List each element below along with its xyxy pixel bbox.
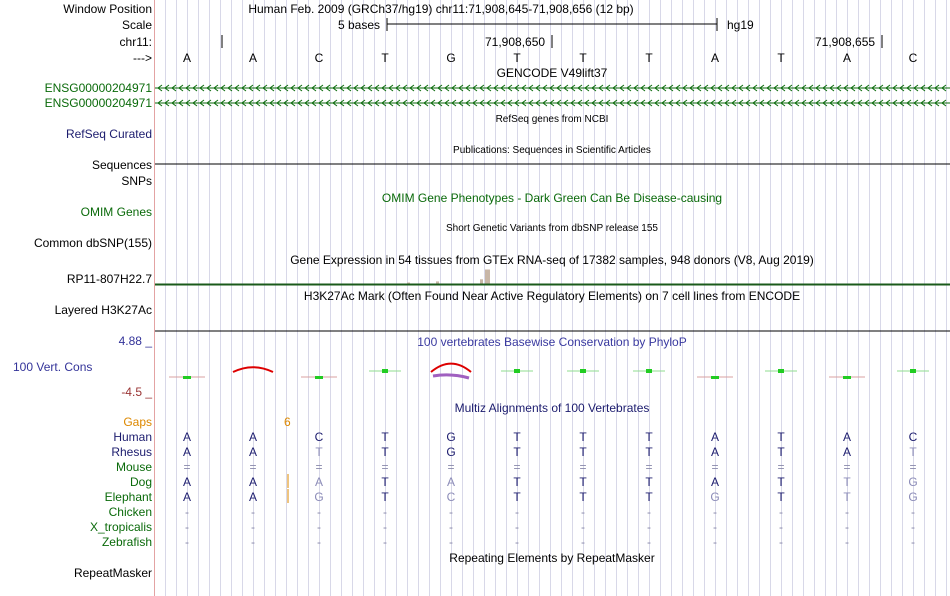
alignment-base: T — [579, 490, 587, 504]
coordinate-2: 71,908,655 — [815, 35, 876, 49]
alignment-base: T — [381, 430, 389, 444]
alignment-base: - — [317, 535, 321, 549]
alignment-base: - — [911, 520, 915, 534]
track-label-column — [0, 0, 154, 596]
alignment-base: A — [314, 475, 323, 489]
track-label-omim[interactable]: OMIM Genes — [80, 205, 152, 219]
window-position-text: Human Feb. 2009 (GRCh37/hg19) chr11:71,908,645-71,908,656 (12 bp) — [248, 2, 634, 16]
alignment-base: A — [842, 445, 851, 459]
alignment-base: T — [909, 445, 917, 459]
alignment-base: - — [449, 520, 453, 534]
track-label-common-dbsnp[interactable]: Common dbSNP(155) — [33, 236, 152, 250]
track-title-refseq: RefSeq genes from NCBI — [495, 114, 609, 125]
alignment-base: - — [185, 535, 189, 549]
alignment-base: A — [446, 475, 455, 489]
alignment-base: T — [381, 445, 389, 459]
alignment-base: - — [317, 505, 321, 519]
alignment-base: - — [779, 505, 783, 519]
reference-base: T — [381, 51, 389, 65]
alignment-base: - — [383, 535, 387, 549]
alignment-base: T — [513, 475, 521, 489]
track-label-h3k27ac[interactable]: Layered H3K27Ac — [54, 303, 152, 317]
reference-base: G — [446, 51, 456, 65]
reference-base: C — [908, 51, 918, 65]
species-label[interactable]: Human — [113, 430, 152, 444]
species-label[interactable]: Dog — [129, 475, 152, 489]
alignment-base: A — [182, 490, 191, 504]
alignment-base: - — [251, 535, 255, 549]
alignment-base: = — [315, 460, 323, 474]
alignment-base: T — [645, 430, 653, 444]
alignment-base: - — [911, 505, 915, 519]
alignment-base: G — [446, 445, 456, 459]
track-label-snps[interactable]: SNPs — [121, 174, 152, 188]
alignment-base: A — [710, 475, 719, 489]
alignment-base: T — [579, 445, 587, 459]
alignment-base: - — [185, 520, 189, 534]
alignment-base: A — [248, 430, 257, 444]
alignment-base: = — [711, 460, 719, 474]
alignment-base: - — [515, 505, 519, 519]
alignment-base: T — [645, 490, 653, 504]
track-title-gtex: Gene Expression in 54 tissues from GTEx RNA-seq of 17382 samples, 948 donors (V8, Aug 2019) — [290, 253, 814, 267]
alignment-base: G — [908, 475, 918, 489]
reference-base: A — [842, 51, 851, 65]
species-label[interactable]: Rhesus — [111, 445, 152, 459]
reference-base: T — [777, 51, 785, 65]
alignment-base: A — [710, 430, 719, 444]
alignment-base: A — [842, 430, 851, 444]
alignment-base: - — [713, 535, 717, 549]
alignment-base: T — [513, 445, 521, 459]
alignment-base: T — [777, 490, 785, 504]
gene-label-1[interactable]: ENSG00000204971 — [44, 81, 152, 95]
reference-base: A — [248, 51, 257, 65]
alignment-base: - — [383, 520, 387, 534]
alignment-base: = — [447, 460, 455, 474]
alignment-base: = — [579, 460, 587, 474]
alignment-base: A — [248, 475, 257, 489]
species-label[interactable]: Mouse — [115, 460, 152, 474]
reference-base: T — [579, 51, 587, 65]
alignment-base: G — [314, 490, 324, 504]
alignment-base: - — [449, 505, 453, 519]
alignment-base: G — [446, 430, 456, 444]
alignment-base: = — [843, 460, 851, 474]
alignment-base: = — [249, 460, 257, 474]
alignment-base: A — [248, 490, 257, 504]
strand-label: ---> — [133, 51, 152, 65]
alignment-base: = — [909, 460, 917, 474]
alignment-base: - — [251, 505, 255, 519]
track-label-gtex-gene[interactable]: RP11-807H22.7 — [66, 272, 152, 286]
alignment-base: A — [710, 445, 719, 459]
alignment-base: - — [845, 535, 849, 549]
alignment-base: - — [779, 535, 783, 549]
alignment-base: A — [182, 430, 191, 444]
reference-base: A — [182, 51, 191, 65]
alignment-base: T — [381, 475, 389, 489]
alignment-base: - — [779, 520, 783, 534]
alignment-base: - — [317, 520, 321, 534]
alignment-base: - — [713, 505, 717, 519]
track-title-publications: Publications: Sequences in Scientific Articles — [453, 145, 651, 156]
alignment-base: = — [645, 460, 653, 474]
scale-text: 5 bases — [338, 18, 381, 32]
alignment-base: - — [251, 520, 255, 534]
window-position-label: Window Position — [63, 2, 152, 16]
alignment-base: T — [645, 445, 653, 459]
alignment-base: T — [777, 430, 785, 444]
track-title-multiz: Multiz Alignments of 100 Vertebrates — [454, 401, 650, 415]
alignment-base: T — [579, 430, 587, 444]
track-label-cons[interactable]: 100 Vert. Cons — [13, 360, 93, 374]
track-title-dbsnp: Short Genetic Variants from dbSNP release 155 — [446, 223, 658, 234]
alignment-base: A — [248, 445, 257, 459]
alignment-base: - — [911, 535, 915, 549]
alignment-base: - — [845, 520, 849, 534]
track-label-repeatmasker[interactable]: RepeatMasker — [73, 566, 152, 580]
alignment-base: - — [581, 505, 585, 519]
alignment-base: T — [315, 445, 323, 459]
alignment-base: T — [513, 430, 521, 444]
track-title-omim: OMIM Gene Phenotypes - Dark Green Can Be Disease-causing — [381, 191, 723, 205]
alignment-base: T — [777, 475, 785, 489]
species-label[interactable]: Zebrafish — [101, 535, 152, 549]
alignment-base: C — [908, 430, 918, 444]
alignment-base: - — [185, 505, 189, 519]
alignment-base: T — [381, 490, 389, 504]
alignment-base: T — [843, 490, 851, 504]
alignment-base: T — [645, 475, 653, 489]
reference-base: C — [314, 51, 324, 65]
alignment-base: A — [182, 475, 191, 489]
phylop-max-label: 4.88 _ — [118, 334, 152, 348]
species-label[interactable]: Elephant — [104, 490, 152, 504]
alignment-base: = — [513, 460, 521, 474]
alignment-base: T — [579, 475, 587, 489]
alignment-base: T — [843, 475, 851, 489]
track-area[interactable] — [155, 0, 950, 596]
gene-label-2[interactable]: ENSG00000204971 — [44, 96, 152, 110]
alignment-base: - — [449, 535, 453, 549]
alignment-base: C — [446, 490, 456, 504]
track-title-h3k27ac: H3K27Ac Mark (Often Found Near Active Regulatory Elements) on 7 cell lines from ENCODE — [303, 289, 801, 303]
track-label-sequences[interactable]: Sequences — [91, 158, 152, 172]
alignment-base: = — [183, 460, 191, 474]
alignment-base: - — [845, 505, 849, 519]
alignment-base: - — [647, 505, 651, 519]
alignment-base: T — [777, 445, 785, 459]
track-label-refseq[interactable]: RefSeq Curated — [65, 127, 152, 141]
assembly-text: hg19 — [727, 18, 754, 32]
chromosome-label: chr11: — [119, 35, 152, 49]
alignment-base: - — [383, 505, 387, 519]
track-title-repeats: Repeating Elements by RepeatMasker — [449, 551, 655, 565]
alignment-base: - — [581, 520, 585, 534]
track-title-gencode: GENCODE V49lift37 — [496, 66, 608, 80]
reference-base: T — [513, 51, 521, 65]
alignment-base: = — [777, 460, 785, 474]
species-label[interactable]: X_tropicalis — [89, 520, 152, 534]
track-title-phylop: 100 vertebrates Basewise Conservation by PhyloP — [417, 335, 687, 349]
alignment-base: G — [710, 490, 720, 504]
alignment-base: - — [515, 535, 519, 549]
alignment-base: A — [182, 445, 191, 459]
alignment-base: - — [647, 520, 651, 534]
scale-label: Scale — [121, 18, 152, 32]
alignment-base: - — [713, 520, 717, 534]
gap-count: 6 — [284, 415, 291, 429]
alignment-base: C — [314, 430, 324, 444]
alignment-base: G — [908, 490, 918, 504]
reference-base: T — [645, 51, 653, 65]
species-label[interactable]: Chicken — [108, 505, 152, 519]
coordinate-1: 71,908,650 — [485, 35, 546, 49]
alignment-base: - — [515, 520, 519, 534]
alignment-base: - — [647, 535, 651, 549]
alignment-base: - — [581, 535, 585, 549]
gaps-label: Gaps — [123, 415, 152, 429]
reference-base: A — [710, 51, 719, 65]
alignment-base: T — [513, 490, 521, 504]
phylop-min-label: -4.5 _ — [121, 385, 152, 399]
alignment-base: = — [381, 460, 389, 474]
gap-markers — [155, 0, 950, 596]
